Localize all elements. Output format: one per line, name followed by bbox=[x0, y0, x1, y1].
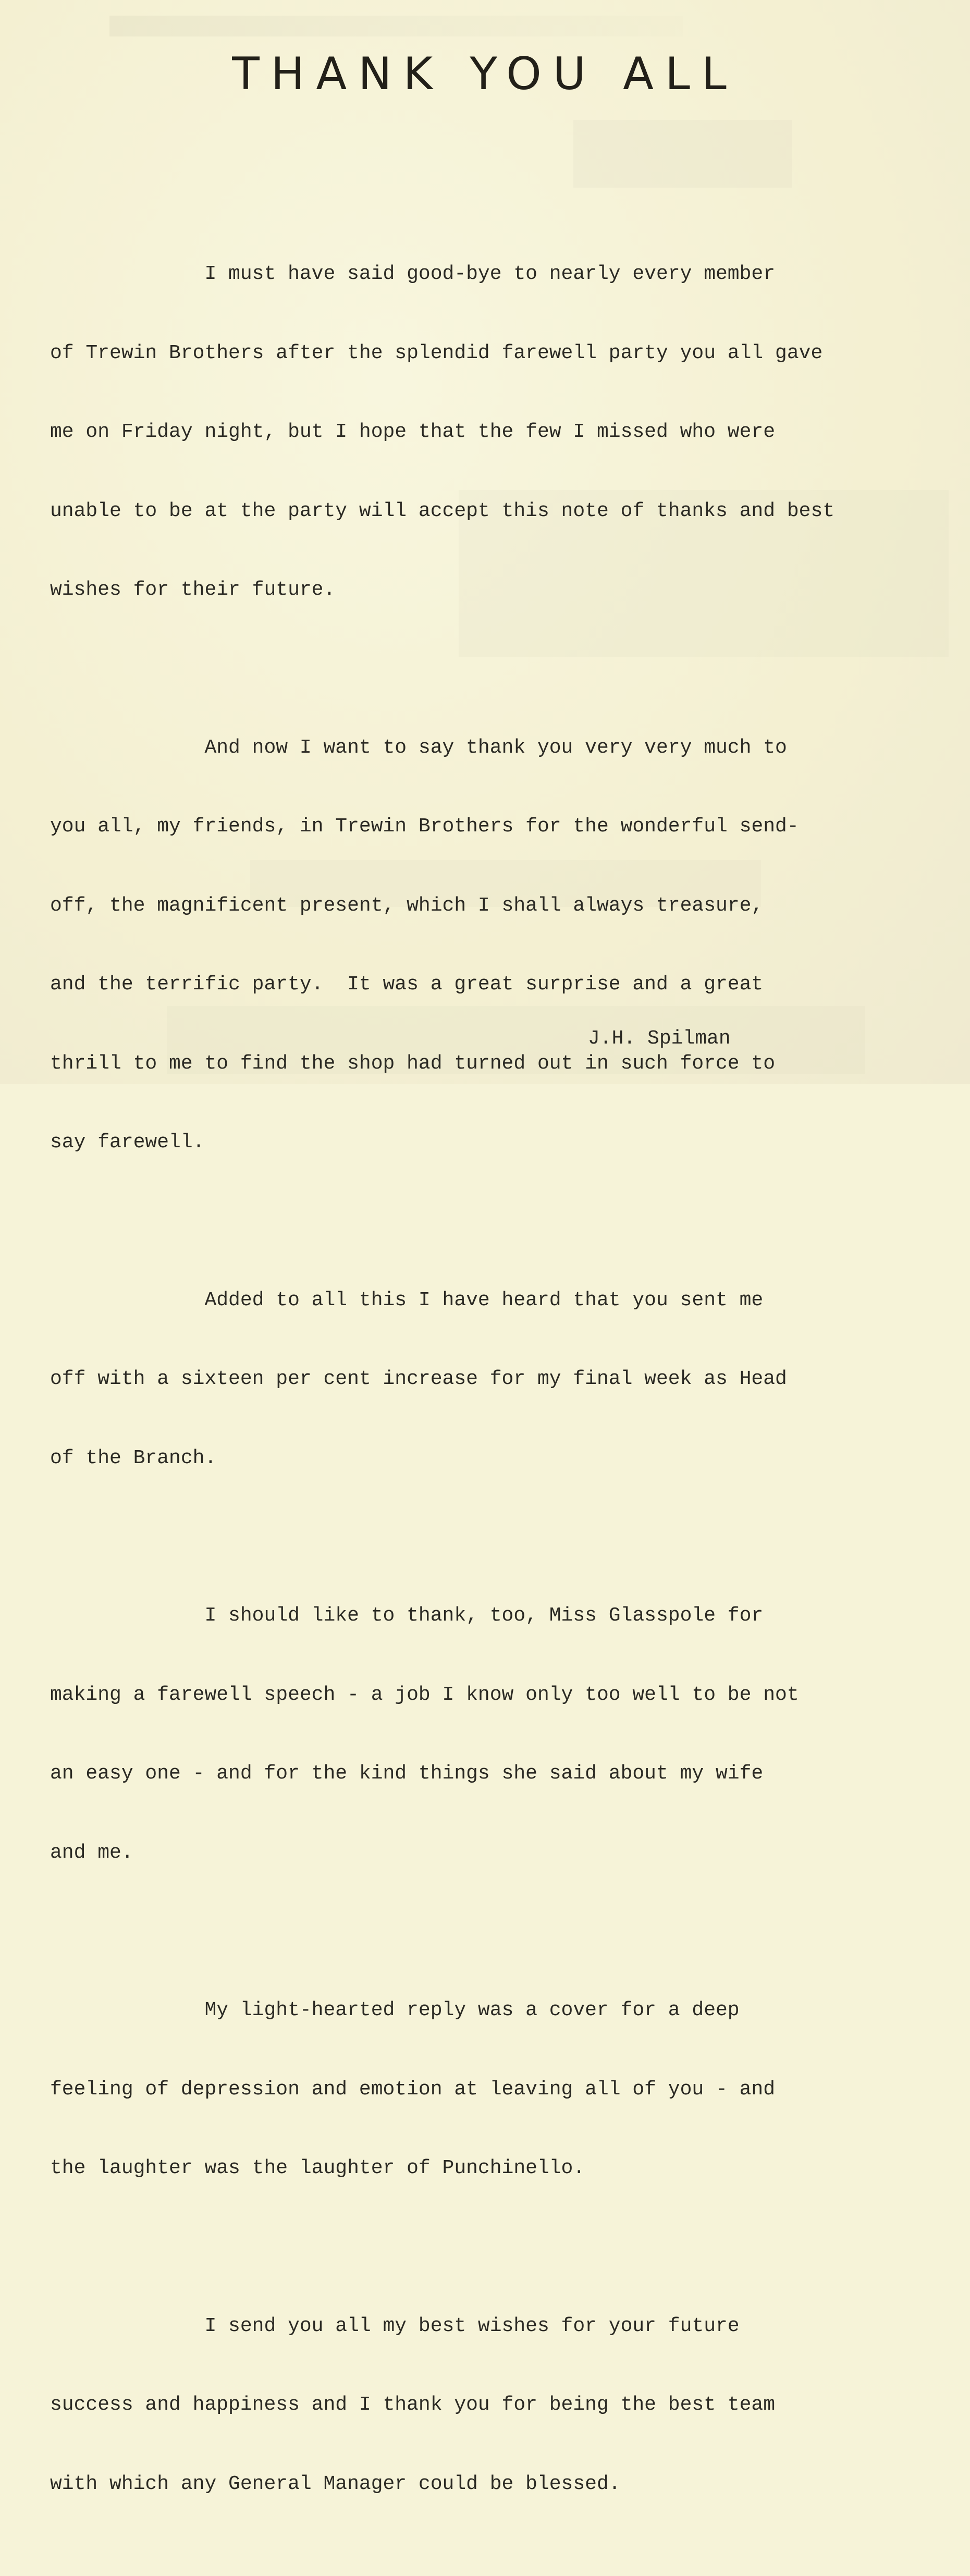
text-line: off, the magnificent present, which I shall always treasure, bbox=[50, 894, 764, 917]
text-line: I should like to thank, too, Miss Glasspole for bbox=[50, 1604, 764, 1627]
page-title: THANK YOU ALL bbox=[232, 48, 738, 100]
paragraph-3 bbox=[50, 1235, 936, 1525]
show-through-shadow bbox=[573, 120, 792, 188]
signature: J.H. Spilman bbox=[588, 1027, 731, 1050]
text-line: success and happiness and I thank you for being the best team bbox=[50, 2394, 776, 2416]
text-line: you all, my friends, in Trewin Brothers for the wonderful send- bbox=[50, 815, 799, 838]
text-line: and the terrific party. It was a great surprise and a great bbox=[50, 973, 764, 996]
text-line: And now I want to say thank you very very much to bbox=[50, 736, 787, 759]
text-line: say farewell. bbox=[50, 1131, 205, 1154]
text-line: wishes for their future. bbox=[50, 579, 336, 601]
paragraph-1 bbox=[50, 208, 936, 656]
text-line: I must have said good-bye to nearly every member bbox=[50, 263, 776, 285]
text-line: off with a sixteen per cent increase for my final week as Head bbox=[50, 1368, 787, 1390]
text-line: making a farewell speech - a job I know only too well to be not bbox=[50, 1683, 799, 1706]
text-line: My light-hearted reply was a cover for a deep bbox=[50, 1999, 740, 2021]
text-line: of Trewin Brothers after the splendid farewell party you all gave bbox=[50, 341, 823, 364]
text-line: the laughter was the laughter of Punchinello. bbox=[50, 2157, 585, 2179]
text-line: with which any General Manager could be blessed. bbox=[50, 2472, 621, 2495]
paragraph-2 bbox=[50, 682, 936, 1209]
text-line: feeling of depression and emotion at leaving all of you - and bbox=[50, 2078, 776, 2101]
text-line: Added to all this I have heard that you sent me bbox=[50, 1289, 764, 1311]
letter-body bbox=[50, 208, 936, 2576]
text-line: of the Branch. bbox=[50, 1446, 217, 1469]
text-line: and me. bbox=[50, 1841, 133, 1864]
text-line: unable to be at the party will accept this note of thanks and best bbox=[50, 499, 835, 522]
text-line: thrill to me to find the shop had turned out in such force to bbox=[50, 1052, 776, 1075]
paragraph-6 bbox=[50, 2261, 936, 2550]
paragraph-5 bbox=[50, 1945, 936, 2235]
text-line: I send you all my best wishes for your future bbox=[50, 2314, 740, 2337]
show-through-shadow bbox=[109, 16, 683, 36]
text-line: an easy one - and for the kind things she said about my wife bbox=[50, 1762, 764, 1785]
paragraph-4 bbox=[50, 1550, 936, 1919]
text-line: me on Friday night, but I hope that the few I missed who were bbox=[50, 421, 776, 443]
